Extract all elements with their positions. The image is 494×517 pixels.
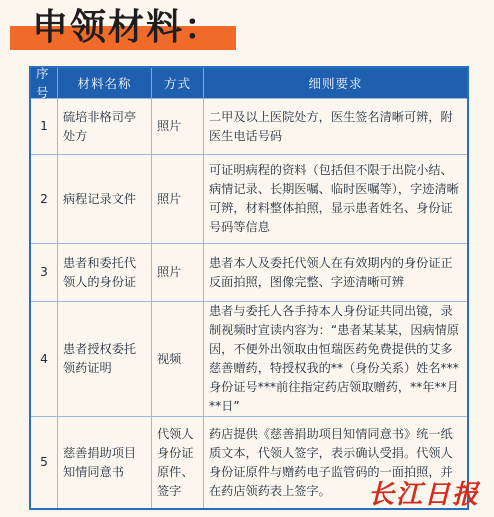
table-row bbox=[31, 154, 467, 243]
newspaper-watermark: 长江日报 bbox=[367, 480, 480, 510]
row-way: 照片 bbox=[151, 155, 203, 243]
row-req: 二甲及以上医院处方，医生签名清晰可辨，附医生电话号码 bbox=[203, 99, 467, 154]
row-no: 5 bbox=[40, 455, 48, 469]
table-row bbox=[31, 98, 467, 154]
header-name: 材料名称 bbox=[57, 68, 151, 98]
header-way: 方式 bbox=[151, 68, 203, 98]
page-title: 申领材料： bbox=[32, 7, 223, 48]
table-header-row bbox=[31, 68, 467, 98]
row-name: 慈善捐助项目知情同意书 bbox=[57, 417, 151, 508]
row-no: 2 bbox=[40, 191, 48, 206]
row-way: 代领人身份证原件、签字 bbox=[151, 417, 203, 508]
row-way: 照片 bbox=[151, 244, 203, 301]
row-no: 4 bbox=[40, 351, 48, 366]
row-req: 患者与委托人各手持本人身份证共同出镜，录制视频时宣读内容为：“患者某某某，因病情原因，不便外出领取由恒瑞医药免费提供的艾多慈善赠药，特授权我的**（身份关系）姓名***身份证号***前往指定药店领取赠药，**年**月**日” bbox=[203, 302, 467, 416]
row-req: 患者本人及委托代领人在有效期内的身份证正反面拍照，图像完整、字迹清晰可辨 bbox=[203, 244, 467, 301]
row-no: 1 bbox=[40, 119, 48, 133]
row-req: 药店提供《慈善捐助项目知情同意书》统一纸质文本，代领人签字，表示确认受捐。代领人身份证原件与赠药电子监管码的一面拍照，并在药店领药表上签字。 bbox=[203, 417, 467, 508]
row-name: 硫培非格司亭处方 bbox=[57, 99, 151, 154]
header-no: 序号 bbox=[36, 66, 50, 100]
row-name: 患者和委托代领人的身份证 bbox=[57, 244, 151, 301]
section-heading bbox=[10, 4, 240, 56]
row-req: 可证明病程的资料（包括但不限于出院小结、病情记录、长期医嘱、临时医嘱等），字迹清晰可辨，材料整体拍照，显示患者姓名、身份证号码等信息 bbox=[203, 155, 467, 243]
row-name: 病程记录文件 bbox=[57, 155, 151, 243]
row-way: 照片 bbox=[151, 99, 203, 154]
row-no: 3 bbox=[40, 265, 48, 279]
row-name: 患者授权委托领药证明 bbox=[57, 302, 151, 416]
table-row bbox=[31, 243, 467, 301]
header-req: 细则要求 bbox=[203, 68, 467, 98]
row-way: 视频 bbox=[151, 302, 203, 416]
materials-table bbox=[29, 66, 469, 510]
table-row bbox=[31, 301, 467, 416]
